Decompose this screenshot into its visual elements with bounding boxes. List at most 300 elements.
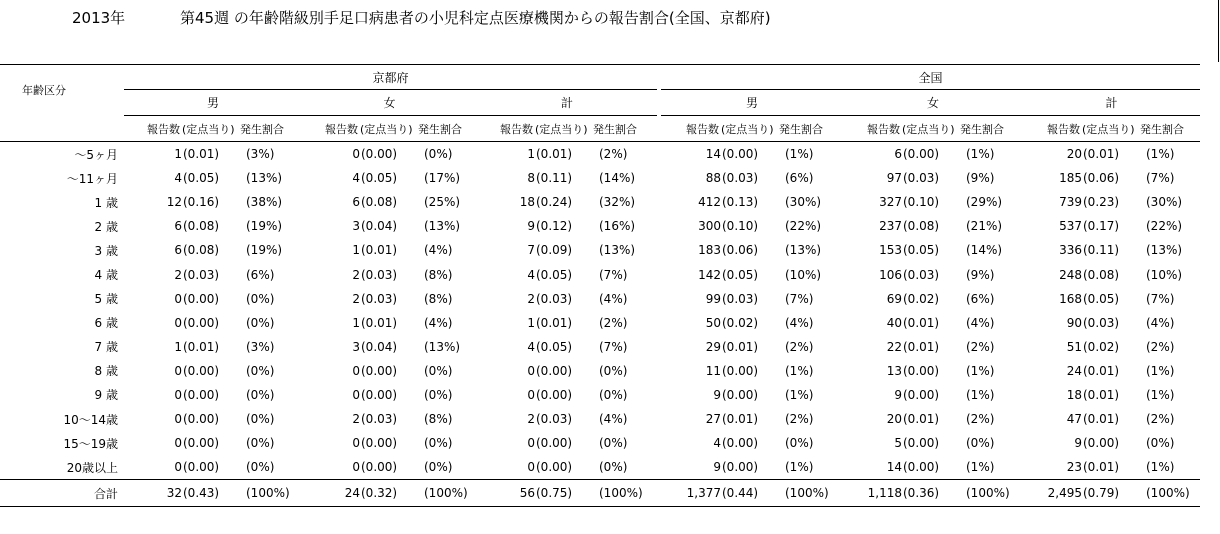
report-count: 153	[879, 243, 902, 258]
sub-header-count: 報告数	[477, 116, 535, 142]
occurrence-ratio: (7%)	[1146, 171, 1175, 186]
occurrence-ratio: (22%)	[1146, 219, 1183, 234]
per-site-rate: (0.04)	[361, 339, 398, 354]
report-count: 3	[352, 339, 360, 354]
per-site-rate: (0.00)	[536, 436, 573, 451]
per-site-rate: (0.00)	[183, 363, 220, 378]
sub-header-ratio: 発生割合	[960, 116, 1023, 142]
occurrence-ratio: (0%)	[424, 147, 453, 162]
sub-header-per-site: (定点当り)	[360, 116, 418, 142]
sub-header-ratio: 発生割合	[779, 116, 843, 142]
report-count: 7	[527, 243, 535, 258]
per-site-rate: (0.03)	[722, 171, 759, 186]
occurrence-ratio: (1%)	[966, 460, 995, 475]
per-site-rate: (0.13)	[722, 195, 759, 210]
sex-header-row	[0, 90, 1200, 116]
sub-header-ratio: 発生割合	[418, 116, 477, 142]
report-count: 2,495	[1023, 480, 1082, 507]
per-site-rate: (0.00)	[183, 436, 220, 451]
per-site-rate: (0.08)	[183, 219, 220, 234]
occurrence-ratio: (6%)	[966, 291, 995, 306]
occurrence-ratio: (0%)	[246, 387, 275, 402]
report-count: 97	[886, 171, 902, 186]
report-count: 0	[352, 436, 360, 451]
report-count: 3	[352, 219, 360, 234]
report-count: 2	[352, 267, 360, 282]
per-site-rate: (0.44)	[721, 480, 779, 507]
table-row	[0, 190, 1200, 214]
per-site-rate: (0.11)	[1083, 243, 1120, 258]
report-count: 0	[352, 147, 360, 162]
occurrence-ratio: (13%)	[599, 243, 636, 258]
report-count: 0	[352, 460, 360, 475]
report-count: 18	[519, 195, 535, 210]
occurrence-ratio: (8%)	[424, 412, 453, 427]
occurrence-ratio: (10%)	[1146, 267, 1183, 282]
report-count: 537	[1059, 219, 1082, 234]
per-site-rate: (0.10)	[903, 195, 940, 210]
report-count: 9	[713, 460, 721, 475]
report-count: 9	[527, 219, 535, 234]
per-site-rate: (0.23)	[1083, 195, 1120, 210]
region-national: 全国	[661, 65, 1200, 90]
table-row	[0, 287, 1200, 311]
per-site-rate: (0.03)	[361, 267, 398, 282]
occurrence-ratio: (32%)	[599, 195, 636, 210]
per-site-rate: (0.03)	[536, 291, 573, 306]
occurrence-ratio: (2%)	[966, 412, 995, 427]
age-label: 2 歳	[94, 219, 118, 234]
occurrence-ratio: (100%)	[779, 480, 843, 507]
per-site-rate: (0.00)	[361, 436, 398, 451]
per-site-rate: (0.00)	[183, 315, 220, 330]
per-site-rate: (0.08)	[361, 195, 398, 210]
per-site-rate: (0.01)	[183, 339, 220, 354]
occurrence-ratio: (1%)	[1146, 147, 1175, 162]
per-site-rate: (0.02)	[1083, 339, 1120, 354]
report-count: 24	[1066, 363, 1082, 378]
report-count: 2	[352, 412, 360, 427]
sub-header-count: 報告数	[661, 116, 721, 142]
report-count: 142	[698, 267, 721, 282]
age-label: 合計	[0, 480, 124, 507]
report-count: 1	[527, 315, 535, 330]
table-row	[0, 238, 1200, 262]
per-site-rate: (0.05)	[1083, 291, 1120, 306]
per-site-rate: (0.01)	[1083, 460, 1120, 475]
per-site-rate: (0.01)	[361, 315, 398, 330]
report-count: 0	[174, 315, 182, 330]
report-count: 51	[1066, 339, 1082, 354]
per-site-rate: (0.01)	[1083, 412, 1120, 427]
report-count: 0	[174, 412, 182, 427]
occurrence-ratio: (0%)	[424, 363, 453, 378]
report-count: 6	[174, 243, 182, 258]
age-label: 3 歳	[94, 243, 118, 258]
occurrence-ratio: (6%)	[785, 171, 814, 186]
sex-header: 計	[1023, 90, 1200, 116]
per-site-rate: (0.00)	[722, 387, 759, 402]
occurrence-ratio: (14%)	[966, 243, 1003, 258]
occurrence-ratio: (0%)	[246, 460, 275, 475]
age-column-header: 年齢区分	[0, 65, 124, 116]
per-site-rate: (0.06)	[722, 243, 759, 258]
report-count: 40	[886, 315, 902, 330]
region-header-row	[0, 65, 1200, 90]
occurrence-ratio: (1%)	[1146, 363, 1175, 378]
occurrence-ratio: (0%)	[246, 363, 275, 378]
occurrence-ratio: (1%)	[785, 387, 814, 402]
report-table	[0, 64, 1200, 507]
occurrence-ratio: (7%)	[599, 339, 628, 354]
report-year: 2013年	[72, 9, 126, 27]
occurrence-ratio: (1%)	[785, 363, 814, 378]
occurrence-ratio: (9%)	[966, 171, 995, 186]
report-count: 88	[705, 171, 721, 186]
occurrence-ratio: (4%)	[424, 243, 453, 258]
occurrence-ratio: (2%)	[599, 315, 628, 330]
age-label: 20歳以上	[66, 460, 118, 475]
report-count: 327	[879, 195, 902, 210]
table-row	[0, 311, 1200, 335]
total-row	[0, 480, 1200, 507]
per-site-rate: (0.06)	[1083, 171, 1120, 186]
occurrence-ratio: (2%)	[785, 412, 814, 427]
report-count: 1	[174, 339, 182, 354]
occurrence-ratio: (0%)	[246, 436, 275, 451]
report-count: 106	[879, 267, 902, 282]
per-site-rate: (0.01)	[722, 339, 759, 354]
frame-border	[1218, 0, 1219, 62]
sex-header: 女	[302, 90, 477, 116]
per-site-rate: (0.02)	[903, 291, 940, 306]
sub-header-count: 報告数	[302, 116, 360, 142]
per-site-rate: (0.03)	[1083, 315, 1120, 330]
occurrence-ratio: (0%)	[1146, 436, 1175, 451]
report-count: 412	[698, 195, 721, 210]
report-count: 29	[705, 339, 721, 354]
report-count: 9	[894, 387, 902, 402]
per-site-rate: (0.01)	[1083, 147, 1120, 162]
per-site-rate: (0.11)	[536, 171, 573, 186]
per-site-rate: (0.00)	[361, 387, 398, 402]
occurrence-ratio: (10%)	[785, 267, 822, 282]
report-count: 9	[1074, 436, 1082, 451]
per-site-rate: (0.17)	[1083, 219, 1120, 234]
report-count: 20	[886, 412, 902, 427]
per-site-rate: (0.04)	[361, 219, 398, 234]
occurrence-ratio: (2%)	[1146, 412, 1175, 427]
report-count: 0	[174, 387, 182, 402]
occurrence-ratio: (0%)	[424, 460, 453, 475]
table-row	[0, 335, 1200, 359]
occurrence-ratio: (0%)	[966, 436, 995, 451]
report-count: 4	[352, 171, 360, 186]
report-count: 4	[713, 436, 721, 451]
occurrence-ratio: (0%)	[785, 436, 814, 451]
per-site-rate: (0.00)	[722, 460, 759, 475]
report-count: 4	[174, 171, 182, 186]
report-count: 11	[705, 363, 721, 378]
sex-header: 男	[661, 90, 843, 116]
report-count: 13	[886, 363, 902, 378]
table-row	[0, 431, 1200, 455]
occurrence-ratio: (3%)	[246, 147, 275, 162]
occurrence-ratio: (3%)	[246, 339, 275, 354]
occurrence-ratio: (1%)	[785, 460, 814, 475]
report-count: 1	[527, 147, 535, 162]
occurrence-ratio: (0%)	[599, 387, 628, 402]
report-count: 0	[174, 436, 182, 451]
per-site-rate: (0.43)	[182, 480, 240, 507]
sub-header-count: 報告数	[124, 116, 182, 142]
occurrence-ratio: (0%)	[246, 291, 275, 306]
report-count: 1	[352, 243, 360, 258]
occurrence-ratio: (7%)	[785, 291, 814, 306]
occurrence-ratio: (8%)	[424, 291, 453, 306]
per-site-rate: (0.01)	[903, 339, 940, 354]
per-site-rate: (0.02)	[722, 315, 759, 330]
per-site-rate: (0.00)	[1083, 436, 1120, 451]
occurrence-ratio: (8%)	[424, 267, 453, 282]
table-row	[0, 407, 1200, 431]
per-site-rate: (0.01)	[722, 412, 759, 427]
occurrence-ratio: (13%)	[246, 171, 283, 186]
per-site-rate: (0.05)	[536, 267, 573, 282]
occurrence-ratio: (0%)	[246, 315, 275, 330]
occurrence-ratio: (7%)	[1146, 291, 1175, 306]
report-count: 6	[352, 195, 360, 210]
occurrence-ratio: (0%)	[599, 436, 628, 451]
occurrence-ratio: (0%)	[246, 412, 275, 427]
report-header	[0, 0, 1220, 64]
occurrence-ratio: (13%)	[424, 219, 461, 234]
region-kyoto: 京都府	[124, 65, 657, 90]
per-site-rate: (0.32)	[360, 480, 418, 507]
sub-header-per-site: (定点当り)	[535, 116, 593, 142]
occurrence-ratio: (100%)	[593, 480, 657, 507]
per-site-rate: (0.36)	[902, 480, 960, 507]
table-row	[0, 262, 1200, 286]
sub-header-per-site: (定点当り)	[1082, 116, 1140, 142]
report-count: 0	[174, 291, 182, 306]
per-site-rate: (0.01)	[1083, 363, 1120, 378]
sub-header-per-site: (定点当り)	[721, 116, 779, 142]
age-label: 15～19歳	[63, 436, 118, 451]
per-site-rate: (0.10)	[722, 219, 759, 234]
table-row	[0, 166, 1200, 190]
table-row	[0, 383, 1200, 407]
report-title: 第45週 の年齢階級別手足口病患者の小児科定点医療機関からの報告割合(全国、京都府)	[180, 9, 771, 27]
age-label: 9 歳	[94, 388, 118, 403]
report-count: 8	[527, 171, 535, 186]
report-count: 1,377	[661, 480, 721, 507]
occurrence-ratio: (4%)	[424, 315, 453, 330]
per-site-rate: (0.00)	[903, 436, 940, 451]
occurrence-ratio: (4%)	[599, 291, 628, 306]
report-count: 2	[527, 412, 535, 427]
sex-header: 男	[124, 90, 302, 116]
report-count: 0	[352, 387, 360, 402]
occurrence-ratio: (4%)	[1146, 315, 1175, 330]
occurrence-ratio: (0%)	[599, 363, 628, 378]
report-count: 0	[352, 363, 360, 378]
occurrence-ratio: (30%)	[785, 195, 822, 210]
report-count: 20	[1066, 147, 1082, 162]
per-site-rate: (0.00)	[536, 387, 573, 402]
per-site-rate: (0.01)	[903, 315, 940, 330]
age-label: 10～14歳	[63, 412, 118, 427]
occurrence-ratio: (17%)	[424, 171, 461, 186]
occurrence-ratio: (100%)	[240, 480, 302, 507]
report-count: 69	[886, 291, 902, 306]
report-count: 23	[1066, 460, 1082, 475]
per-site-rate: (0.00)	[903, 387, 940, 402]
per-site-rate: (0.00)	[183, 412, 220, 427]
occurrence-ratio: (2%)	[599, 147, 628, 162]
report-count: 168	[1059, 291, 1082, 306]
table-row	[0, 214, 1200, 238]
occurrence-ratio: (100%)	[1140, 480, 1200, 507]
per-site-rate: (0.16)	[183, 195, 220, 210]
table-row	[0, 142, 1200, 167]
sub-header-count: 報告数	[843, 116, 902, 142]
report-count: 237	[879, 219, 902, 234]
per-site-rate: (0.03)	[903, 171, 940, 186]
per-site-rate: (0.08)	[903, 219, 940, 234]
report-count: 9	[713, 387, 721, 402]
report-count: 739	[1059, 195, 1082, 210]
per-site-rate: (0.00)	[183, 387, 220, 402]
occurrence-ratio: (13%)	[1146, 243, 1183, 258]
occurrence-ratio: (21%)	[966, 219, 1003, 234]
report-count: 18	[1066, 387, 1082, 402]
per-site-rate: (0.00)	[183, 291, 220, 306]
report-count: 47	[1066, 412, 1082, 427]
age-label: ～11ヶ月	[66, 171, 118, 186]
report-count: 0	[527, 436, 535, 451]
occurrence-ratio: (6%)	[246, 267, 275, 282]
report-count: 336	[1059, 243, 1082, 258]
per-site-rate: (0.03)	[361, 291, 398, 306]
occurrence-ratio: (7%)	[599, 267, 628, 282]
per-site-rate: (0.00)	[722, 363, 759, 378]
occurrence-ratio: (1%)	[966, 363, 995, 378]
per-site-rate: (0.75)	[535, 480, 593, 507]
per-site-rate: (0.00)	[536, 363, 573, 378]
occurrence-ratio: (1%)	[1146, 460, 1175, 475]
report-count: 4	[527, 267, 535, 282]
per-site-rate: (0.01)	[903, 412, 940, 427]
report-count: 2	[352, 291, 360, 306]
per-site-rate: (0.01)	[361, 243, 398, 258]
report-count: 12	[166, 195, 182, 210]
sex-header: 計	[477, 90, 657, 116]
report-count: 0	[527, 460, 535, 475]
sub-header-per-site: (定点当り)	[182, 116, 240, 142]
age-label: 1 歳	[94, 195, 118, 210]
sex-header: 女	[843, 90, 1023, 116]
sub-header-ratio: 発生割合	[1140, 116, 1200, 142]
occurrence-ratio: (100%)	[960, 480, 1023, 507]
occurrence-ratio: (25%)	[424, 195, 461, 210]
report-count: 0	[174, 460, 182, 475]
per-site-rate: (0.00)	[183, 460, 220, 475]
report-count: 90	[1066, 315, 1082, 330]
age-label: 5 歳	[94, 292, 118, 307]
per-site-rate: (0.03)	[361, 412, 398, 427]
per-site-rate: (0.01)	[536, 147, 573, 162]
occurrence-ratio: (16%)	[599, 219, 636, 234]
report-count: 0	[527, 387, 535, 402]
report-count: 1,118	[843, 480, 902, 507]
occurrence-ratio: (13%)	[424, 339, 461, 354]
sub-header-ratio: 発生割合	[593, 116, 657, 142]
report-count: 2	[174, 267, 182, 282]
occurrence-ratio: (2%)	[785, 339, 814, 354]
report-count: 0	[527, 363, 535, 378]
occurrence-ratio: (0%)	[424, 436, 453, 451]
per-site-rate: (0.05)	[361, 171, 398, 186]
per-site-rate: (0.00)	[903, 363, 940, 378]
age-label: 8 歳	[94, 364, 118, 379]
report-count: 4	[527, 339, 535, 354]
per-site-rate: (0.79)	[1082, 480, 1140, 507]
report-count: 248	[1059, 267, 1082, 282]
sub-header-row	[0, 116, 1200, 142]
occurrence-ratio: (4%)	[785, 315, 814, 330]
per-site-rate: (0.00)	[361, 460, 398, 475]
occurrence-ratio: (2%)	[1146, 339, 1175, 354]
report-count: 56	[477, 480, 535, 507]
table-row	[0, 455, 1200, 480]
occurrence-ratio: (0%)	[424, 387, 453, 402]
per-site-rate: (0.00)	[361, 363, 398, 378]
per-site-rate: (0.01)	[536, 315, 573, 330]
report-count: 27	[705, 412, 721, 427]
per-site-rate: (0.08)	[1083, 267, 1120, 282]
per-site-rate: (0.05)	[722, 267, 759, 282]
report-count: 5	[894, 436, 902, 451]
occurrence-ratio: (0%)	[599, 460, 628, 475]
occurrence-ratio: (1%)	[1146, 387, 1175, 402]
report-count: 183	[698, 243, 721, 258]
per-site-rate: (0.09)	[536, 243, 573, 258]
per-site-rate: (0.00)	[903, 147, 940, 162]
report-count: 22	[886, 339, 902, 354]
report-count: 32	[124, 480, 182, 507]
age-label: ～5ヶ月	[74, 147, 118, 162]
per-site-rate: (0.00)	[536, 460, 573, 475]
per-site-rate: (0.08)	[183, 243, 220, 258]
report-count: 0	[174, 363, 182, 378]
report-count: 185	[1059, 171, 1082, 186]
occurrence-ratio: (2%)	[966, 339, 995, 354]
per-site-rate: (0.03)	[183, 267, 220, 282]
report-count: 2	[527, 291, 535, 306]
report-count: 14	[886, 460, 902, 475]
occurrence-ratio: (29%)	[966, 195, 1003, 210]
report-count: 6	[174, 219, 182, 234]
occurrence-ratio: (30%)	[1146, 195, 1183, 210]
per-site-rate: (0.03)	[722, 291, 759, 306]
occurrence-ratio: (13%)	[785, 243, 822, 258]
occurrence-ratio: (19%)	[246, 219, 283, 234]
report-count: 50	[705, 315, 721, 330]
report-count: 1	[352, 315, 360, 330]
report-count: 300	[698, 219, 721, 234]
table-body	[0, 142, 1200, 507]
